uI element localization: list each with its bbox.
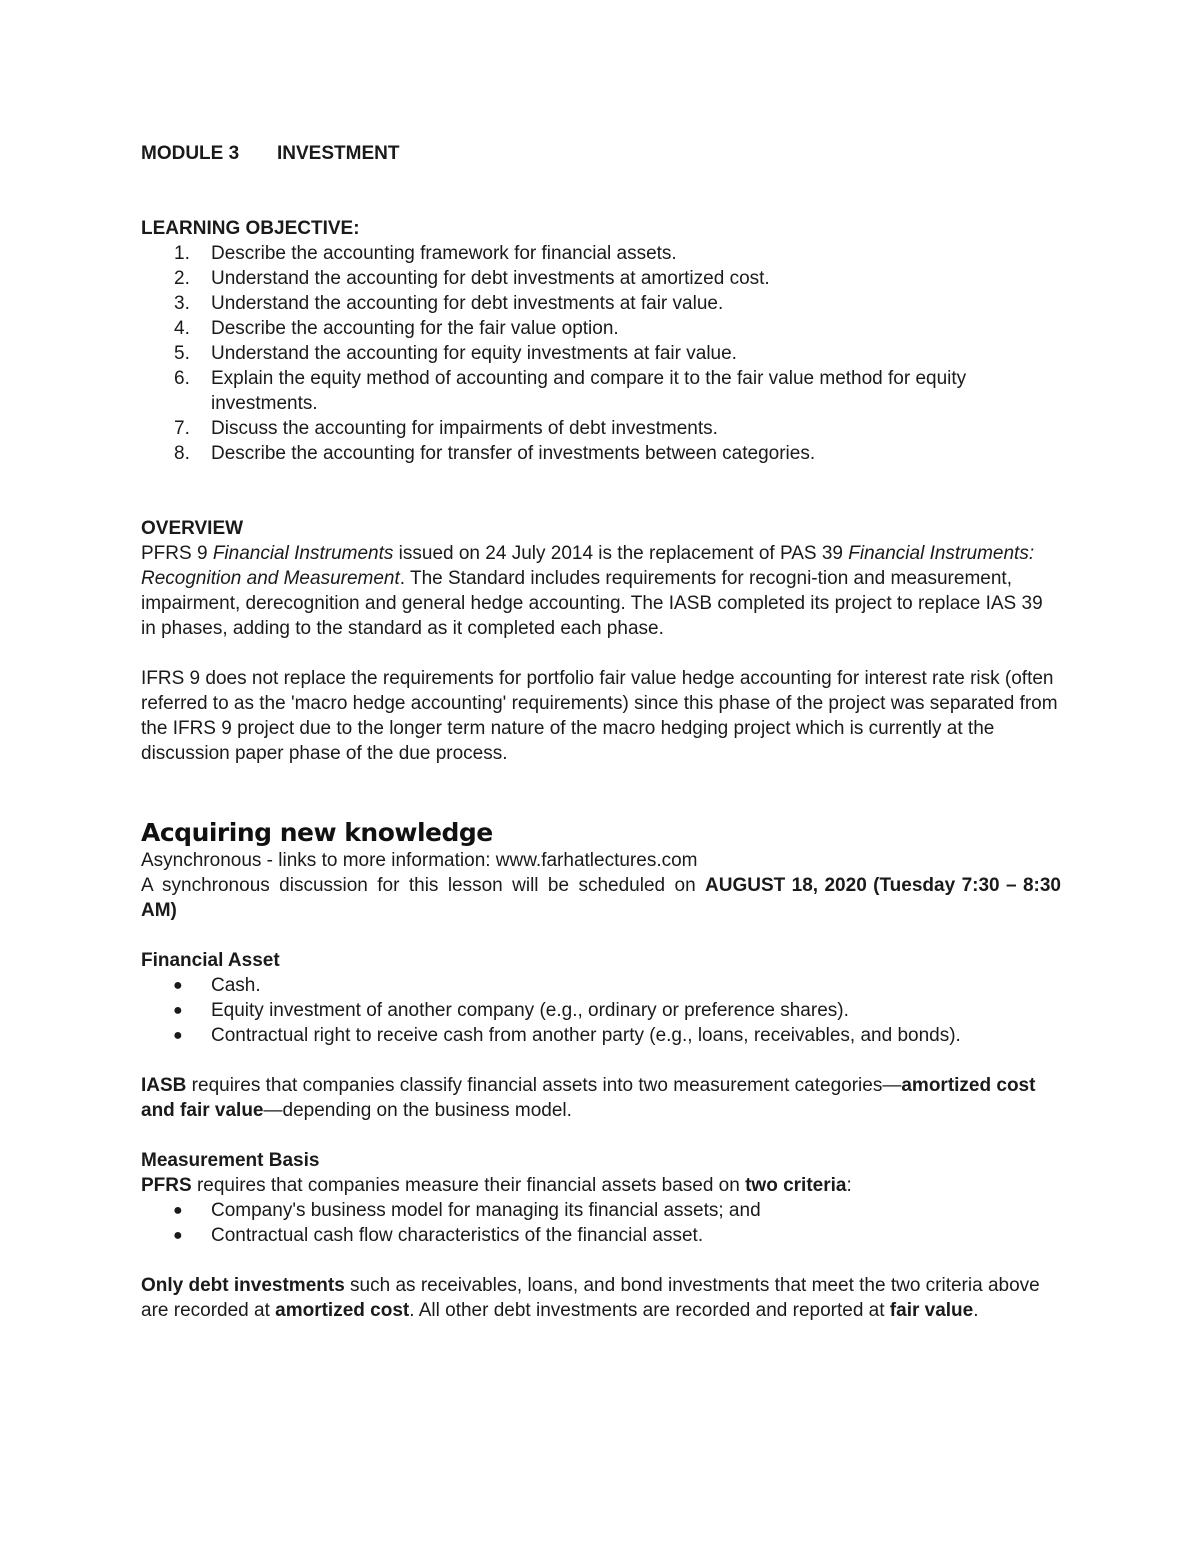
objective-item (141, 341, 1061, 366)
paragraph-text: —depending on the business model. (263, 1100, 572, 1121)
objective-number: 4. (174, 318, 190, 339)
module-title (141, 141, 1061, 166)
overview-text: issued on 24 July 2014 is the replacement of PAS 39 (393, 543, 849, 564)
measurement-paragraph (141, 1173, 1061, 1198)
bullet-text: Contractual cash flow characteristics of the financial asset. (211, 1225, 704, 1246)
paragraph-text: . (973, 1300, 979, 1321)
bullet-text: Company's business model for managing its financial assets; and (211, 1200, 761, 1221)
objective-item (141, 241, 1061, 266)
bullet-icon: ● (173, 1227, 183, 1244)
overview-heading: OVERVIEW (141, 518, 244, 539)
bullet-icon: ● (173, 977, 183, 994)
paragraph-text: : (846, 1175, 852, 1196)
bullet-item (141, 998, 1061, 1023)
objective-text: Explain the equity method of accounting and compare it to the fair value method for equity investments. (211, 368, 967, 414)
objective-text: Describe the accounting for the fair value option. (211, 318, 619, 339)
overview-text: . The Standard includes requirements for recogni-tion and measurement, impairment, derecognition and general hedge accounting. The IASB completed its project to replace IAS 39 in phases, adding to the standard as it completed each phase. (141, 568, 1043, 639)
objective-text: Understand the accounting for equity investments at fair value. (211, 343, 737, 364)
objective-number: 1. (174, 243, 190, 264)
measurement-heading: Measurement Basis (141, 1150, 320, 1171)
bullet-item (141, 1023, 1061, 1048)
bold-term: amortized cost (275, 1300, 410, 1321)
paragraph-text: requires that companies measure their financial assets based on (191, 1175, 746, 1196)
bold-term: IASB (141, 1075, 187, 1096)
overview-paragraph-1 (141, 541, 1061, 641)
objective-item (141, 366, 1061, 416)
objective-number: 3. (174, 293, 190, 314)
bold-term: amortized cost and fair value (141, 1075, 1036, 1121)
bullet-text: Equity investment of another company (e.g., ordinary or preference shares). (211, 1000, 849, 1021)
objectives-heading: LEARNING OBJECTIVE: (141, 218, 360, 239)
objective-item (141, 316, 1061, 341)
objective-item (141, 291, 1061, 316)
sync-text: A synchronous discussion for this lesson will be scheduled on (141, 875, 706, 896)
objective-number: 8. (174, 443, 190, 464)
objective-number: 5. (174, 343, 190, 364)
bold-term: fair value (889, 1300, 974, 1321)
objectives-list (141, 241, 1061, 466)
module-number: MODULE 3 (141, 143, 240, 164)
financial-asset-heading: Financial Asset (141, 950, 280, 971)
module-topic: INVESTMENT (277, 143, 400, 164)
overview-italic-title: Financial Instruments (212, 543, 394, 564)
objective-text: Discuss the accounting for impairments of debt investments. (211, 418, 718, 439)
bullet-item (141, 1223, 1061, 1248)
bullet-item (141, 973, 1061, 998)
bullet-text: Contractual right to receive cash from another party (e.g., loans, receivables, and bonds). (211, 1025, 961, 1046)
section-heading: Acquiring new knowledge (141, 818, 493, 847)
bullet-icon: ● (173, 1002, 183, 1019)
overview-italic-title: Financial Instruments: Recognition and Measurement (141, 543, 1035, 589)
document-body (141, 141, 1061, 1323)
overview-paragraph-2: IFRS 9 does not replace the requirements for portfolio fair value hedge accounting for interest rate risk (often referred to as the 'macro hedge accounting' requirements) since this phase of the project was separated from the IFRS 9 project due to the longer term nature of the macro hedging project which is currently at the discussion paper phase of the due process. (141, 668, 1058, 764)
bullet-text: Cash. (211, 975, 261, 996)
closing-paragraph (141, 1273, 1061, 1323)
objective-number: 6. (174, 368, 190, 389)
bullet-item (141, 1198, 1061, 1223)
bullet-icon: ● (173, 1027, 183, 1044)
sync-date: AUGUST 18, 2020 (Tuesday 7:30 – 8:30 AM) (141, 875, 1061, 921)
bold-term: PFRS (141, 1175, 192, 1196)
bullet-icon: ● (173, 1202, 183, 1219)
objective-item (141, 441, 1061, 466)
async-line: Asynchronous - links to more information: www.farhatlectures.com (141, 850, 698, 871)
objective-text: Understand the accounting for debt investments at fair value. (211, 293, 724, 314)
objective-text: Describe the accounting for transfer of investments between categories. (211, 443, 816, 464)
financial-asset-list (141, 973, 1061, 1048)
iasb-paragraph (141, 1073, 1061, 1123)
objective-text: Understand the accounting for debt investments at amortized cost. (211, 268, 770, 289)
measurement-criteria-list (141, 1198, 1061, 1248)
paragraph-text: requires that companies classify financial assets into two measurement categories— (186, 1075, 902, 1096)
bold-term: two criteria (745, 1175, 847, 1196)
objective-number: 2. (174, 268, 190, 289)
paragraph-text: such as receivables, loans, and bond investments that meet the two criteria above are recorded at (141, 1275, 1040, 1321)
objective-number: 7. (174, 418, 190, 439)
objective-item (141, 266, 1061, 291)
objective-text: Describe the accounting framework for financial assets. (211, 243, 677, 264)
overview-text: PFRS 9 (141, 543, 213, 564)
objective-item (141, 416, 1061, 441)
bold-term: Only debt investments (141, 1275, 345, 1296)
sync-line (141, 873, 1061, 923)
paragraph-text: . All other debt investments are recorded and reported at (409, 1300, 890, 1321)
